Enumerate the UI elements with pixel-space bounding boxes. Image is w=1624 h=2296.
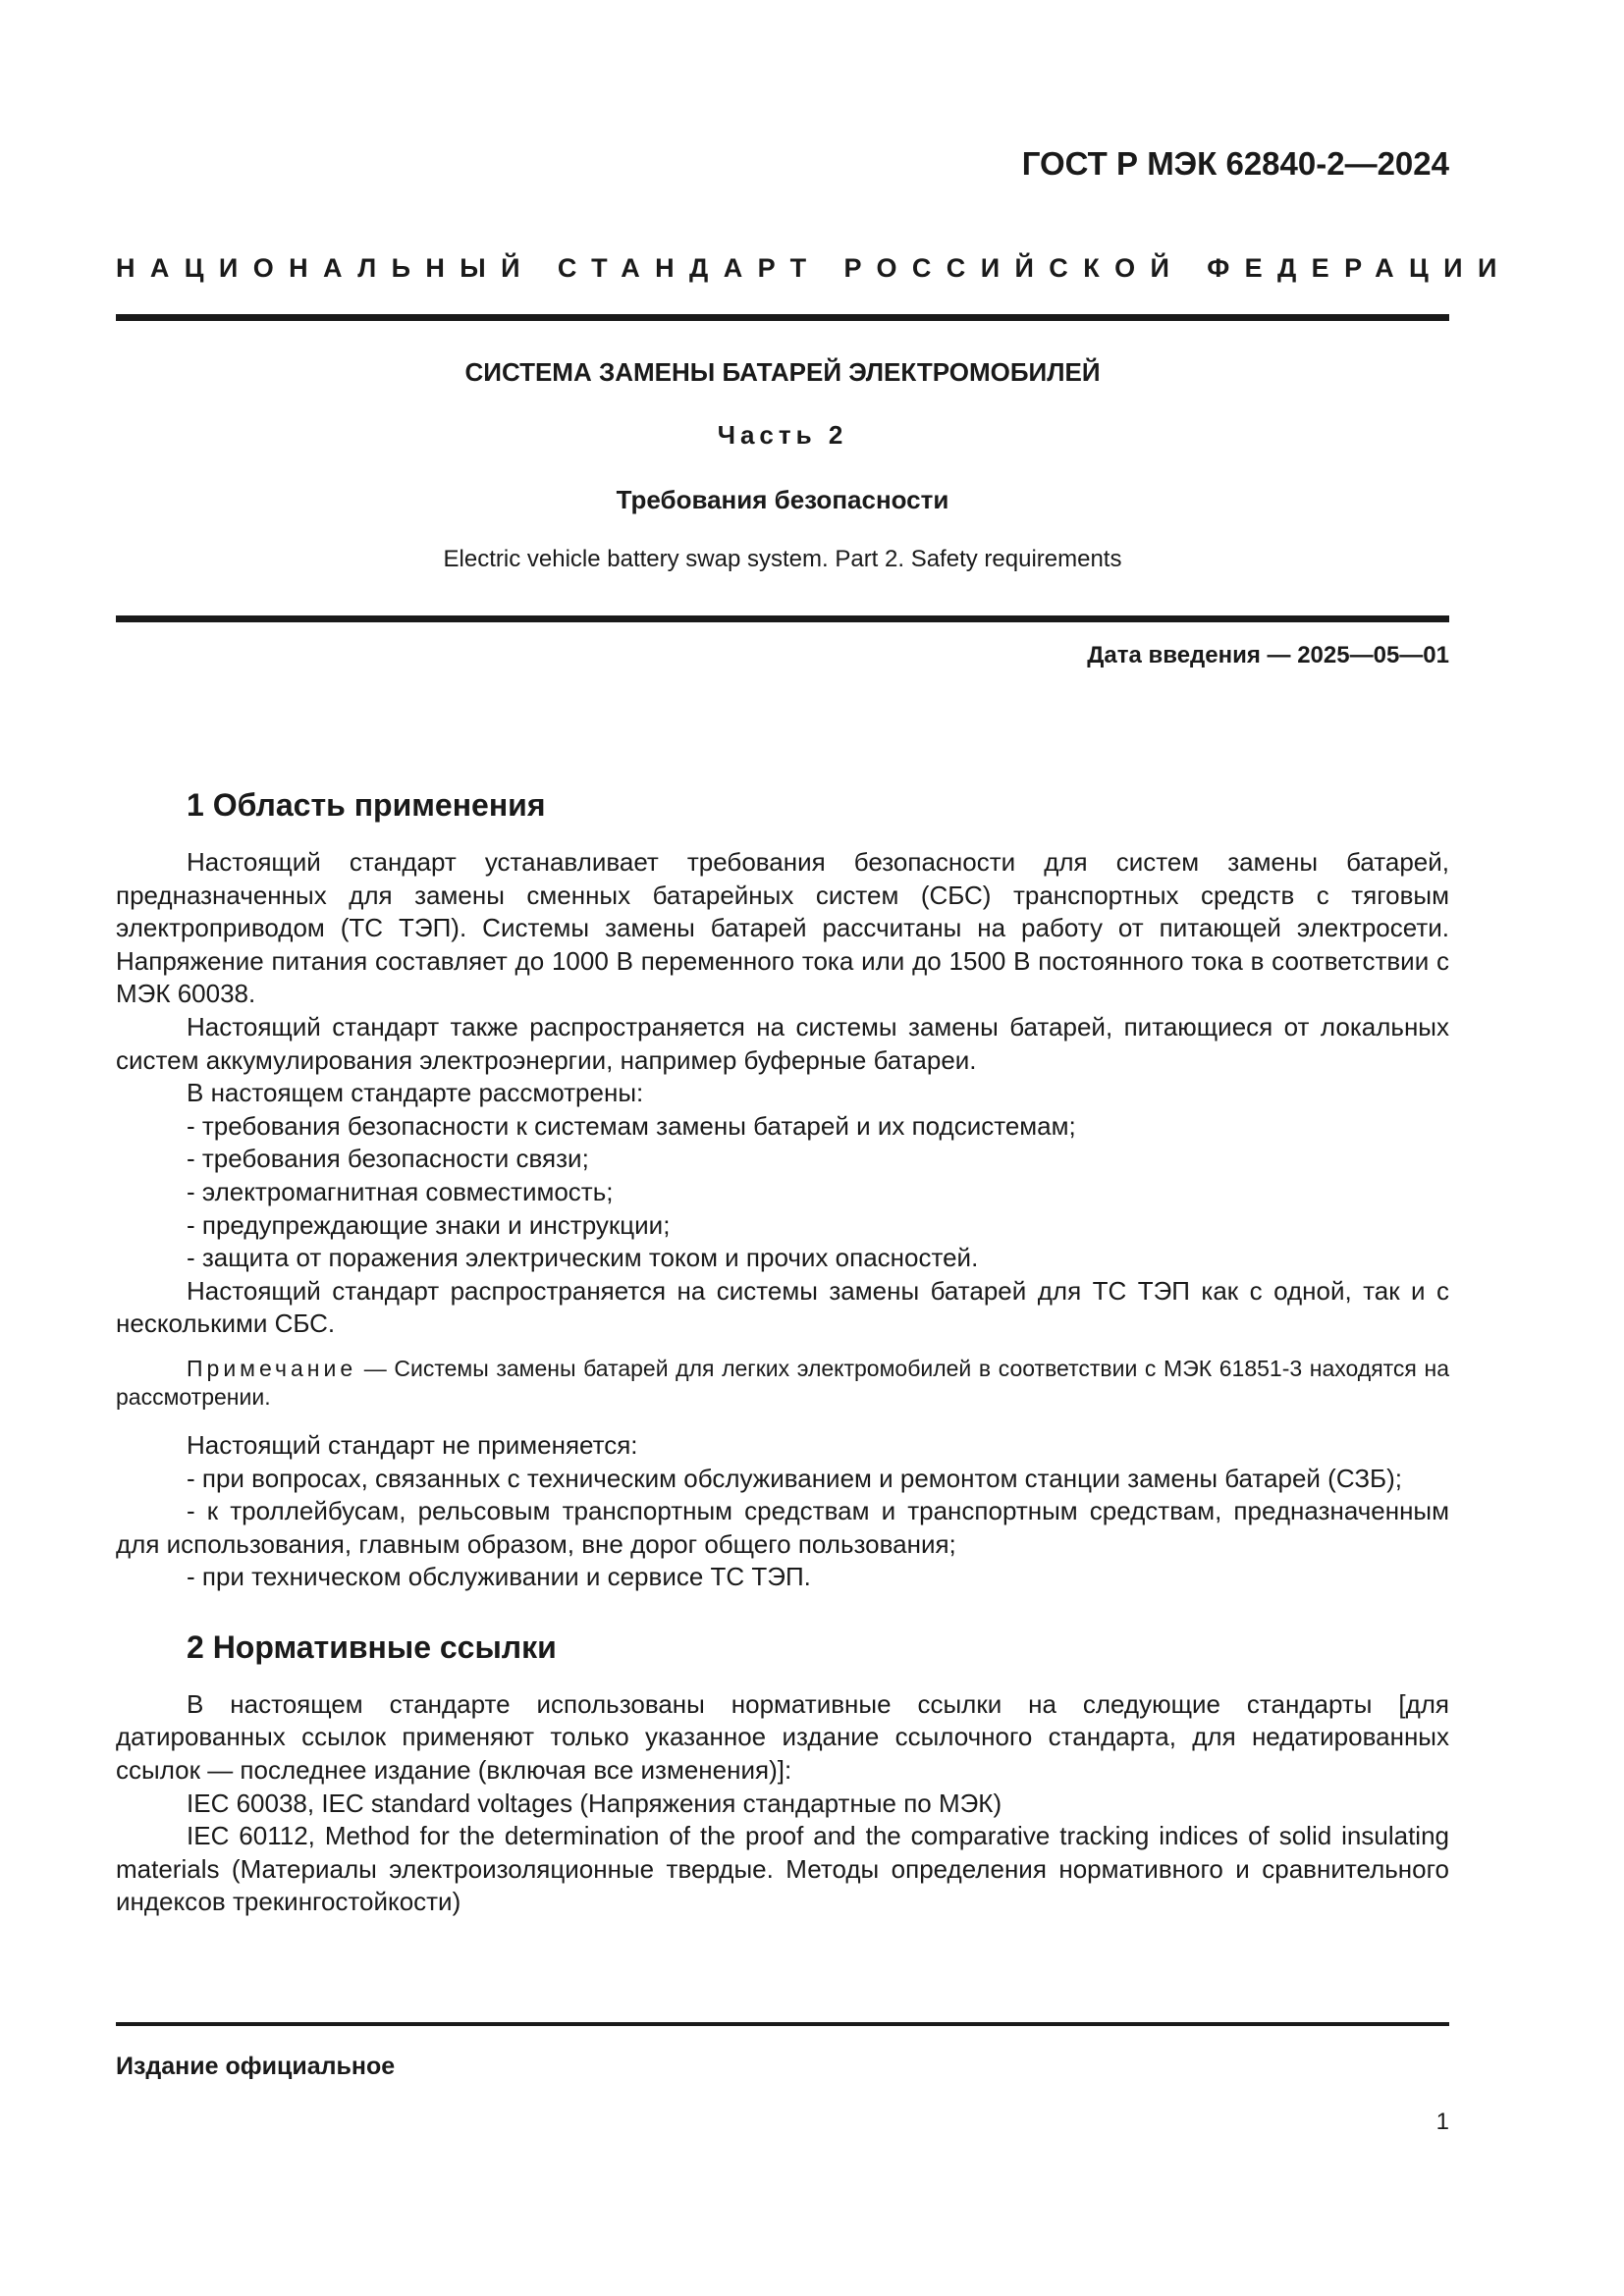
section-1-paragraph: В настоящем стандарте рассмотрены: (187, 1078, 644, 1108)
section-2-heading: 2 Нормативные ссылки (187, 1629, 557, 1665)
exclusion-list-item: - при техническом обслуживании и сервисе ТС ТЭП. (187, 1562, 811, 1592)
introduction-date: Дата введения — 2025—05—01 (1087, 642, 1449, 668)
scope-list-item: - защита от поражения электрическим током и прочих опасностей. (187, 1243, 979, 1273)
english-title: Electric vehicle battery swap system. Part 2. Safety requirements (443, 546, 1122, 572)
scope-list-item: - требования безопасности к системам замены батарей и их подсистемам; (187, 1110, 1076, 1141)
section-1-paragraph: Настоящий стандарт устанавливает требования безопасности для систем замены батарей, предназначенных для замены сменных батарейных систем (СБС) транспортных средств с тяговым электроприводом (ТС ТЭП). Системы замены батарей рассчитаны на работу от питающей электросети. Напряжение питания составляет до 1000 В переменного тока или до 1500 В постоянного тока в соответствии с МЭК 60038. (116, 847, 1449, 1009)
normative-reference: IEC 60038, IEC standard voltages (Напряжения стандартные по МЭК) (187, 1788, 1002, 1818)
footer-divider (116, 2022, 1449, 2026)
standard-code: ГОСТ Р МЭК 62840-2—2024 (1021, 145, 1449, 182)
document-body (116, 785, 1449, 1919)
title-divider (116, 615, 1449, 622)
section-1-heading: 1 Область применения (187, 787, 546, 823)
section-1-paragraph: Настоящий стандарт не применяется: (187, 1429, 638, 1460)
scope-list-item: - электромагнитная совместимость; (187, 1176, 614, 1206)
note-text: — Системы замены батарей для легких электромобилей в соответствии с МЭК 61851-3 находятся на рассмотрении. (116, 1355, 1449, 1410)
section-1-paragraph: Настоящий стандарт распространяется на системы замены батарей для ТС ТЭП как с одной, так и с несколькими СБС. (116, 1275, 1449, 1339)
scope-list-item: - предупреждающие знаки и инструкции; (187, 1209, 671, 1240)
section-2-paragraph: В настоящем стандарте использованы нормативные ссылки на следующие стандарты [для датированных ссылок применяют только указанное издание ссылочного стандарта, для недатированных ссылок — последнее издание (включая все изменения)]: (116, 1688, 1449, 1786)
national-standard-heading: НАЦИОНАЛЬНЫЙ СТАНДАРТ РОССИЙСКОЙ ФЕДЕРАЦИИ (116, 253, 1512, 283)
document-title: СИСТЕМА ЗАМЕНЫ БАТАРЕЙ ЭЛЕКТРОМОБИЛЕЙ (464, 357, 1101, 387)
exclusion-list-item: - к троллейбусам, рельсовым транспортным средствам и транспортным средствам, предназначенным для использования, главным образом, вне дорог общего пользования; (116, 1496, 1449, 1559)
top-divider (116, 314, 1449, 321)
note (116, 1355, 1449, 1412)
official-edition-label: Издание официальное (116, 2053, 396, 2080)
note-label: Примечание (187, 1355, 357, 1381)
exclusion-list-item: - при вопросах, связанных с техническим обслуживанием и ремонтом станции замены батарей (СЗБ); (187, 1463, 1402, 1493)
part-label: Часть 2 (717, 420, 848, 450)
scope-list-item: - требования безопасности связи; (187, 1144, 589, 1174)
section-1-paragraph: Настоящий стандарт также распространяется на системы замены батарей, питающиеся от локальных систем аккумулирования электроэнергии, например буферные батареи. (116, 1011, 1449, 1075)
document-subtitle: Требования безопасности (616, 485, 949, 514)
page-number: 1 (1435, 2109, 1449, 2135)
normative-reference: IEC 60112, Method for the determination of the proof and the comparative tracking indices of solid insulating materials (Материалы электроизоляционные твердые. Методы определения нормативного и сравнительного индексов трекингостойкости) (116, 1821, 1449, 1917)
